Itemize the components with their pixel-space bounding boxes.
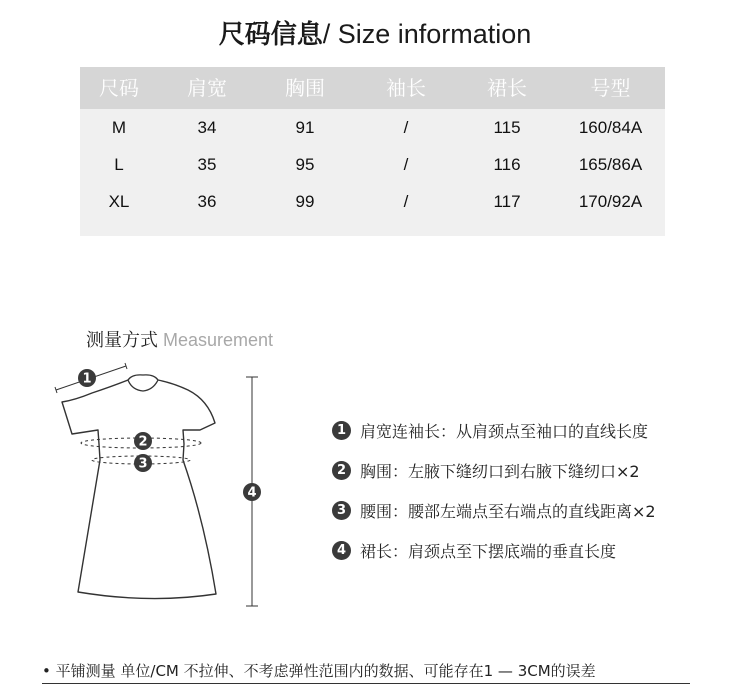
table-cell: 170/92A bbox=[578, 192, 643, 211]
size-table-header bbox=[80, 67, 665, 109]
marker-2 bbox=[134, 432, 152, 450]
svg-text:4: 4 bbox=[247, 485, 257, 501]
list-item bbox=[332, 410, 702, 450]
measurement-title-en: Measurement bbox=[158, 330, 274, 350]
list-item bbox=[332, 530, 702, 570]
legend-text: 腰围：腰部左端点至右端点的直线距离×2 bbox=[360, 501, 656, 521]
number-badge-icon: 1 bbox=[332, 421, 351, 440]
table-cell: 36 bbox=[197, 192, 217, 211]
table-cell: L bbox=[114, 155, 124, 174]
legend-text: 裙长：肩颈点至下摆底端的垂直长度 bbox=[360, 541, 617, 561]
list-item bbox=[332, 450, 702, 490]
table-cell: 116 bbox=[493, 155, 521, 174]
table-cell: 115 bbox=[493, 118, 521, 137]
table-cell: 99 bbox=[295, 192, 315, 211]
number-badge-icon: 3 bbox=[332, 501, 351, 520]
table-row bbox=[80, 183, 665, 220]
header-shoulder: 肩宽 bbox=[187, 76, 227, 100]
table-cell: 91 bbox=[295, 118, 315, 137]
svg-text:3: 3 bbox=[138, 456, 148, 472]
table-cell: 35 bbox=[197, 155, 217, 174]
marker-3 bbox=[134, 454, 152, 472]
table-cell: / bbox=[403, 118, 409, 137]
size-table bbox=[80, 67, 665, 236]
table-cell: 117 bbox=[493, 192, 521, 211]
header-length: 裙长 bbox=[487, 76, 527, 100]
table-cell: 95 bbox=[295, 155, 315, 174]
header-size: 尺码 bbox=[99, 76, 139, 100]
svg-text:1: 1 bbox=[82, 371, 92, 387]
table-cell: 160/84A bbox=[578, 118, 643, 137]
svg-text:2: 2 bbox=[138, 434, 148, 450]
table-cell: / bbox=[403, 155, 409, 174]
table-row bbox=[80, 146, 665, 183]
table-cell: XL bbox=[108, 192, 130, 211]
title-separator: / bbox=[322, 19, 331, 49]
table-cell: / bbox=[403, 192, 409, 211]
legend-text: 肩宽连袖长：从肩颈点至袖口的直线长度 bbox=[360, 421, 649, 441]
number-badge-icon: 2 bbox=[332, 461, 351, 480]
header-fit: 号型 bbox=[590, 76, 631, 100]
footnote: • 平铺测量 单位/CM 不拉伸、不考虑弹性范围内的数据、可能存在1 — 3CM的误差 bbox=[42, 661, 690, 684]
page-title bbox=[0, 14, 750, 51]
marker-1 bbox=[78, 369, 96, 387]
measurement-legend bbox=[332, 410, 702, 570]
header-chest: 胸围 bbox=[285, 76, 325, 100]
table-cell: 34 bbox=[197, 118, 217, 137]
dress-outline bbox=[62, 380, 216, 599]
table-cell: M bbox=[111, 118, 127, 137]
title-cn: 尺码信息 bbox=[218, 20, 323, 50]
number-badge-icon: 4 bbox=[332, 541, 351, 560]
title-en: Size information bbox=[330, 19, 532, 49]
measurement-title-cn: 测量方式 bbox=[86, 330, 158, 351]
table-row bbox=[80, 109, 665, 146]
legend-text: 胸围：左腋下缝纫口到右腋下缝纫口×2 bbox=[360, 461, 640, 481]
list-item bbox=[332, 490, 702, 530]
table-cell: 165/86A bbox=[578, 155, 643, 174]
measurement-title bbox=[86, 326, 273, 352]
header-sleeve: 袖长 bbox=[386, 76, 426, 100]
dress-diagram bbox=[40, 360, 270, 612]
marker-4 bbox=[243, 483, 261, 501]
